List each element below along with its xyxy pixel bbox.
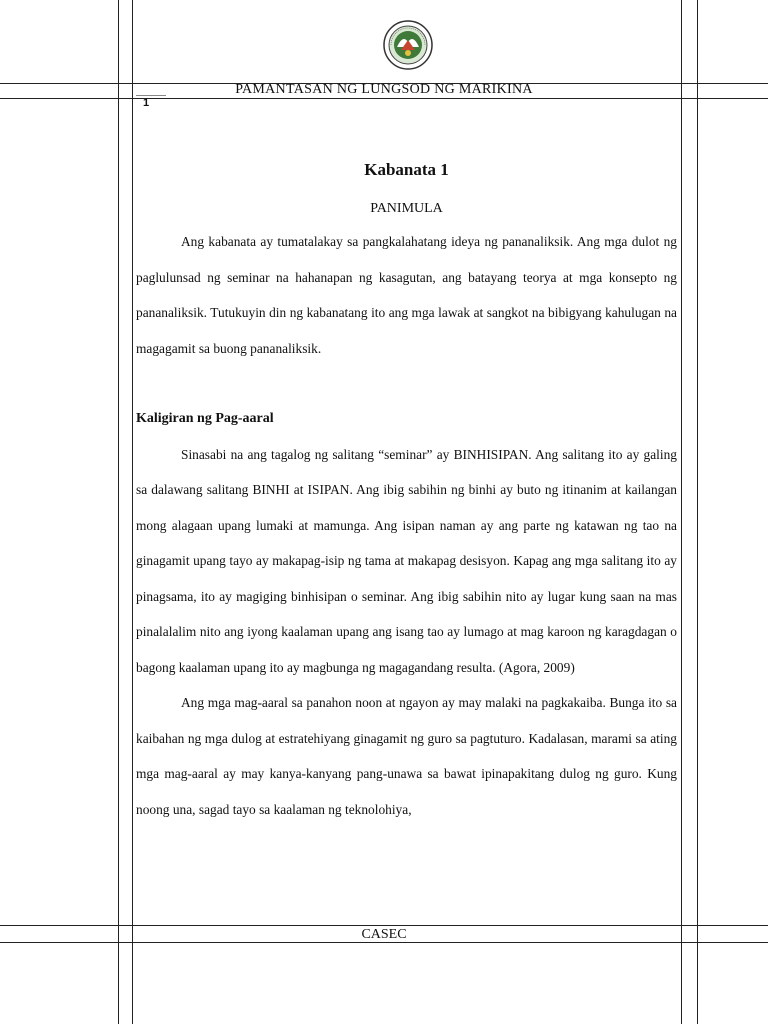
background-heading: Kaligiran ng Pag-aaral (136, 411, 274, 426)
page-number-rule (136, 95, 166, 96)
chapter-title: Kabanata 1 (364, 160, 449, 179)
frame-line-left-inner (132, 0, 133, 1024)
frame-line-footer-top (0, 925, 768, 926)
frame-line-right-outer (697, 0, 698, 1024)
university-seal-icon (383, 20, 433, 70)
background-paragraph-1: Sinasabi na ang tagalog ng salitang “seminar” ay BINHISIPAN. Ang salitang ito ay galing sa dalawang salitang BINHI at ISIPAN. Ang ibig sabihin ng binhi ay buto ng itinanim at kailangan mong alagaan upang lumaki at mamunga. Ang isipan naman ay ang parte ng katawan ng tao na ginagamit upang tayo ay makapag-isip ng tama at makapag desisyon. Kapag ang mga salitang ito ay pinagsama, ito ay magiging binhisipan o seminar. Ang ibig sabihin nito ay lugar kung saan na mas pinalalalim nito ang iyong kaalaman upang ang isang tao ay lumago at mag karoon ng karagdagan o bagong kaalaman upang ito ay magbunga ng magagandang resulta. (Agora, 2009) (136, 446, 677, 675)
frame-line-left-outer (118, 0, 119, 1024)
intro-paragraph: Ang kabanata ay tumatalakay sa pangkalahatang ideya ng pananaliksik. Ang mga dulot ng paglulunsad ng seminar na hahanapan ng kasagutan, ang batayang teorya at mga konsepto ng pananaliksik. Tutukuyin din ng kabanatang ito ang mga lawak at sangkot na bibigyang kahulugan na magagamit sa buong pananaliksik. (136, 234, 677, 356)
institution-name: PAMANTASAN NG LUNGSOD NG MARIKINA (235, 82, 533, 97)
section-title: PANIMULA (370, 201, 443, 216)
frame-line-right-inner (681, 0, 682, 1024)
page-number: 1 (143, 97, 150, 109)
background-paragraph-2: Ang mga mag-aaral sa panahon noon at ngayon ay may malaki na pagkakaiba. Bunga ito sa kaibahan ng mga dulog at estratehiyang ginagamit ng guro sa pagtuturo. Kadalasan, marami sa ating mga mag-aaral ay may kanya-kanyang pang-unawa sa bawat ipinapakitang dulog ng guro. Kung noong una, sagad tayo sa kaalaman ng teknolohiya, (136, 695, 677, 817)
footer-label: CASEC (361, 927, 407, 942)
document-body (136, 150, 677, 827)
frame-line-header-bottom (0, 98, 768, 99)
